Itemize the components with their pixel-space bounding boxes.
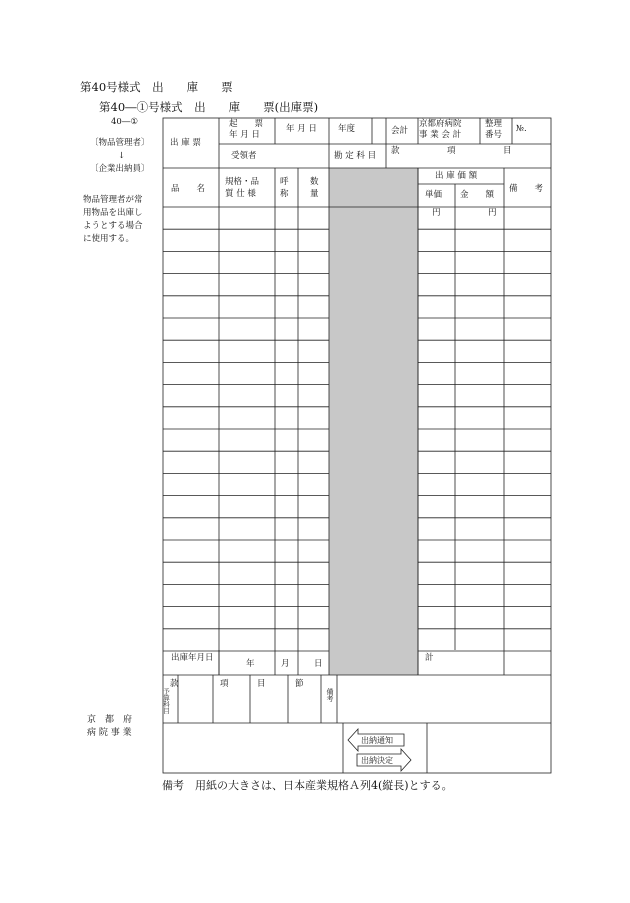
usage-note-1: 物品管理者が常 — [83, 195, 143, 205]
to-role: 〔企業出納員〕 — [90, 164, 150, 174]
issue-year: 年 — [246, 659, 255, 669]
usage-note-2: 用物品を出庫し — [83, 208, 143, 218]
col-remarks: 備 考 — [509, 184, 544, 194]
issue-date-label-1: 起 票 — [229, 119, 264, 129]
account-kan: 款 — [391, 146, 400, 156]
col-unit-price: 単価 — [425, 190, 443, 200]
col-spec-2: 質 仕 様 — [225, 189, 256, 199]
from-role: 〔物品管理者〕 — [90, 138, 150, 148]
col-unit-1: 呼 — [280, 177, 289, 187]
number-label: №. — [516, 124, 527, 134]
yen-amount: 円 — [488, 208, 497, 218]
fiscal-year-label: 年度 — [338, 124, 356, 134]
form-subtitle: 第40―①号様式 出 庫 票(出庫票) — [99, 100, 319, 114]
receiver-label: 受領者 — [231, 151, 257, 161]
account-moku: 目 — [503, 146, 512, 156]
col-unit-2: 称 — [280, 189, 289, 199]
issue-date-label: 出庫年月日 — [171, 653, 214, 663]
ref-number-label-1: 整理 — [485, 119, 503, 129]
org-line-1: 京都府病院 — [419, 119, 462, 129]
shaded-column — [329, 168, 418, 675]
col-qty-1: 数 — [310, 177, 319, 187]
issuer-line2: 病 院 事 業 — [87, 728, 132, 738]
budget-remarks-label: 備考 — [326, 688, 334, 702]
ref-number-label-2: 番号 — [485, 130, 503, 140]
year-month-day: 年 月 日 — [286, 124, 317, 134]
issuer-line1: 京 都 府 — [87, 715, 133, 725]
account-kou: 項 — [447, 146, 456, 156]
budget-setsu: 節 — [295, 679, 304, 689]
issue-day: 日 — [314, 659, 323, 669]
issue-date-label-2: 年 月 日 — [229, 130, 260, 140]
yen-unit-price: 円 — [432, 208, 441, 218]
total-label: 計 — [425, 653, 434, 663]
account-title-label: 勘 定 科 目 — [334, 151, 377, 161]
accounting-label: 会計 — [391, 126, 409, 136]
org-line-2: 事 業 会 計 — [419, 130, 462, 140]
stamp-decision: 出納決定 — [361, 756, 393, 765]
usage-note-3: ようとする場合 — [83, 221, 143, 231]
col-item-name: 品 名 — [171, 184, 206, 194]
budget-kan: 款 — [170, 679, 179, 689]
issue-month: 月 — [281, 659, 290, 669]
budget-kou: 項 — [220, 679, 229, 689]
form-code: 40―① — [111, 117, 138, 127]
footer-note: 備考 用紙の大きさは、日本産業規格Ａ列4(縦長)とする。 — [162, 779, 453, 792]
form-title: 第40号様式 出 庫 票 — [80, 80, 233, 94]
budget-label: 予算科目 — [162, 688, 170, 714]
slip-name: 出 庫 票 — [170, 138, 201, 148]
budget-moku: 目 — [257, 679, 266, 689]
col-qty-2: 量 — [310, 189, 319, 199]
col-value-header: 出 庫 価 額 — [435, 171, 478, 181]
col-amount: 金 額 — [460, 190, 495, 200]
usage-note-4: に使用する。 — [83, 234, 135, 244]
stamp-notice: 出納通知 — [361, 736, 393, 745]
down-arrow-icon: ↓ — [118, 151, 126, 161]
col-spec-1: 規格・品 — [225, 177, 260, 187]
